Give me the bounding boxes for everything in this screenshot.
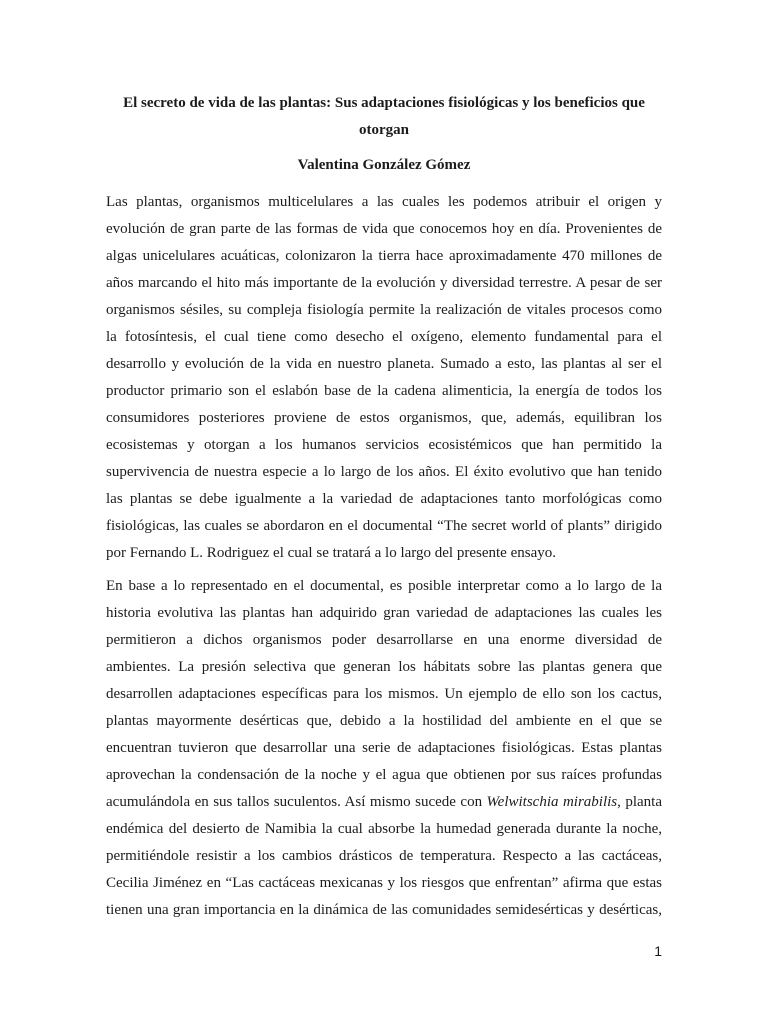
text-line: las plantas se debe igualmente a la variedad de adaptaciones tanto morfológicas como: [106, 491, 662, 507]
text-line: ecosistemas y otorgan a los humanos servicios ecosistémicos que han permitido la: [106, 437, 662, 453]
text-line: fisiológicas, las cuales se abordaron en el documental “The secret world of plants” dirigido: [106, 518, 662, 534]
text-segment: acumulándola en sus tallos suculentos. Así mismo sucede con: [106, 794, 487, 810]
text-line: organismos sésiles, su compleja fisiología permite la realización de vitales procesos como: [106, 302, 662, 318]
text-line: años marcando el hito más importante de la evolución y diversidad terrestre. A pesar de ser: [106, 275, 662, 291]
text-line: tienen una gran importancia en la dinámica de las comunidades semidesérticas y desérticas,: [106, 902, 662, 918]
text-segment: , planta: [617, 794, 662, 810]
text-line: historia evolutiva las plantas han adquirido gran variedad de adaptaciones las cuales les: [106, 605, 662, 621]
text-line: Las plantas, organismos multicelulares a las cuales les podemos atribuir el origen y: [106, 194, 662, 210]
text-line: En base a lo representado en el documental, es posible interpretar como a lo largo de la: [106, 578, 662, 594]
text-line: permitiéndole resistir a los cambios drásticos de temperatura. Respecto a las cactáceas,: [106, 848, 662, 864]
text-line: evolución de gran parte de las formas de vida que conocemos hoy en día. Provenientes de: [106, 221, 662, 237]
text-line: encuentran tuvieron que desarrollar una serie de adaptaciones fisiológicas. Estas plantas: [106, 740, 662, 756]
text-line: desarrollo y evolución de la vida en nuestro planeta. Sumado a esto, las plantas al ser el: [106, 356, 662, 372]
species-name: Welwitschia mirabilis: [486, 794, 618, 810]
text-line: plantas mayormente desérticas que, debido a la hostilidad del ambiente en el que se: [106, 713, 662, 729]
text-line-with-species: [106, 789, 662, 816]
paragraph-intro: [106, 189, 662, 567]
title-line: El secreto de vida de las plantas: Sus adaptaciones fisiológicas y los beneficios que: [123, 95, 645, 111]
text-line: ambientes. La presión selectiva que generan los hábitats sobre las plantas genera que: [106, 659, 662, 675]
document-title: [104, 90, 664, 144]
author-name: Valentina González Gómez: [297, 157, 471, 173]
text-line: algas unicelulares acuáticas, colonizaron la tierra hace aproximadamente 470 millones de: [106, 248, 662, 264]
text-line: supervivencia de nuestra especie a lo largo de los años. El éxito evolutivo que han tenido: [106, 464, 662, 480]
paragraph-adaptations: [106, 573, 662, 924]
text-line: consumidores posteriores proviene de estos organismos, que, además, equilibran los: [106, 410, 662, 426]
text-line: por Fernando L. Rodriguez el cual se tratará a lo largo del presente ensayo.: [106, 545, 556, 561]
text-line: desarrollen adaptaciones específicas para los mismos. Un ejemplo de ello son los cactus,: [106, 686, 662, 702]
text-line: permitieron a dichos organismos poder desarrollarse en una enorme diversidad de: [106, 632, 662, 648]
text-line: endémica del desierto de Namibia la cual absorbe la humedad generada durante la noche,: [106, 821, 662, 837]
text-line: la fotosíntesis, el cual tiene como desecho el oxígeno, elemento fundamental para el: [106, 329, 662, 345]
text-line: aprovechan la condensación de la noche y el agua que obtienen por sus raíces profundas: [106, 767, 662, 783]
text-line: productor primario son el eslabón base de la cadena alimenticia, la energía de todos los: [106, 383, 662, 399]
title-line: otorgan: [359, 122, 409, 138]
text-line: Cecilia Jiménez en “Las cactáceas mexicanas y los riesgos que enfrentan” afirma que estas: [106, 875, 662, 891]
page-number: 1: [654, 943, 662, 959]
